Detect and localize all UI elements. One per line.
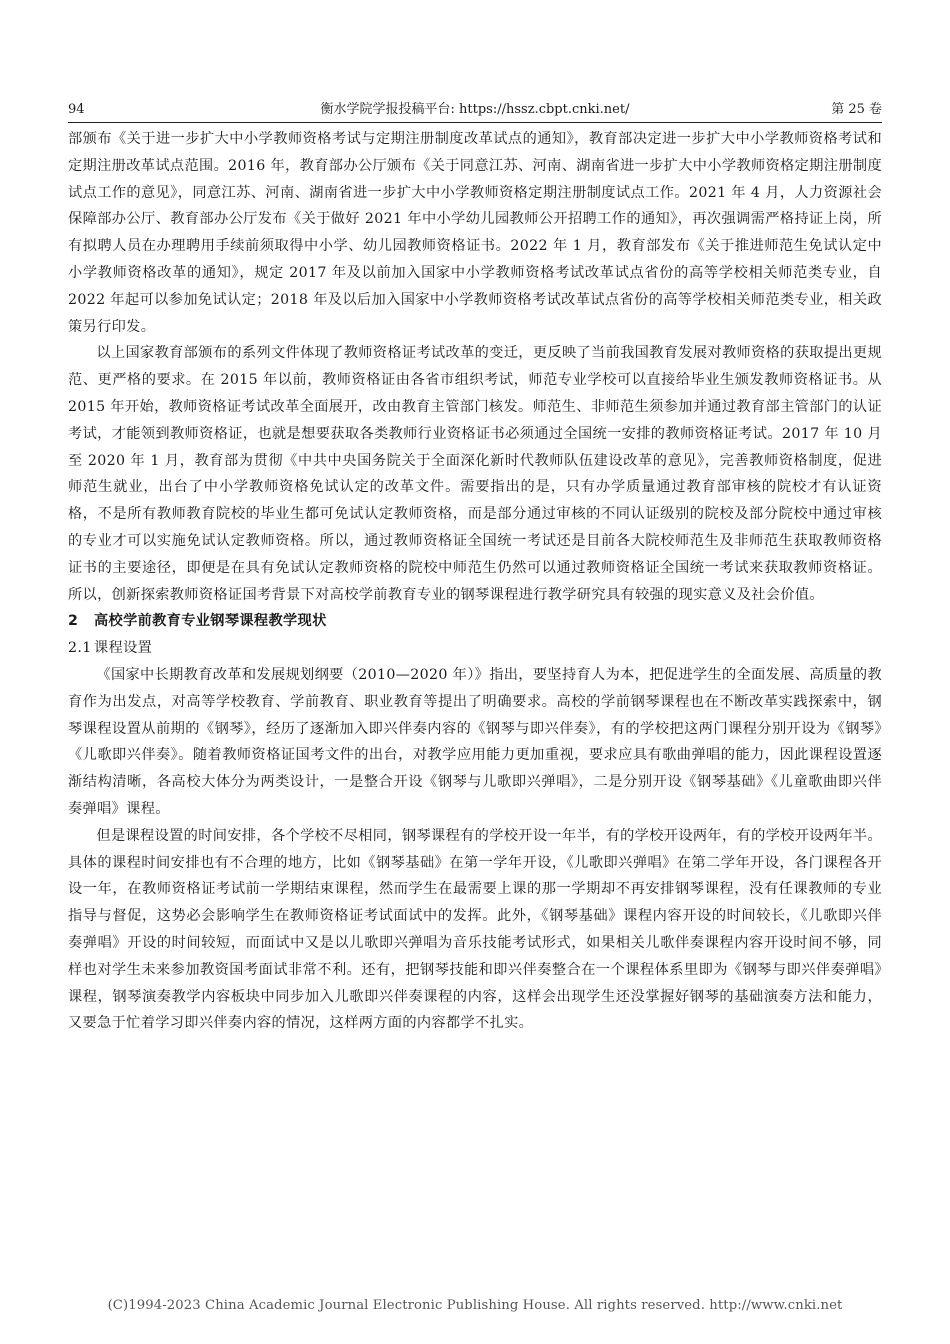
paragraph: 但是课程设置的时间安排，各个学校不尽相同，钢琴课程有的学校开设一年半，有的学校开设两年，有的学校开设两年半。具体的课程时间安排也有不合理的地方，比如《钢琴基础》在第一学年开设，《儿歌即兴弹唱》在第二学年开设，各门课程各开设一年，在教师资格证考试前一学期结束课程，然而学生在最需要上课的那一学期却不再安排钢琴课程，没有任课教师的专业指导与督促，这势必会影响学生在教师资格证考试面试中的发挥。此外，《钢琴基础》课程内容开设的时间较长，《儿歌即兴伴奏弹唱》开设的时间较短，而面试中又是以儿歌即兴弹唱为音乐技能考试形式，如果相关儿歌伴奏课程内容开设时间不够，同样也对学生未来参加教资国考面试非常不利。还有，把钢琴技能和即兴伴奏整合在一个课程体系里即为《钢琴与即兴伴奏弹唱》课程，钢琴演奏教学内容板块中同步加入儿歌即兴伴奏课程的内容，这样会出现学生还没掌握好钢琴的基础演奏方法和能力，又要急于忙着学习即兴伴奏内容的情况，这样两方面的内容都学不扎实。 (68, 827, 882, 1032)
paragraph: 以上国家教育部颁布的系列文件体现了教师资格证考试改革的变迁，更反映了当前我国教育发展对教师资格的获取提出更规范、更严格的要求。在 2015 年以前，教师资格证由各省市组织考试，师范专业学校可以直接给毕业生颁发教师资格证书。从 2015 年开始，教师资格证考试改革全面展开，改由教育主管部门核发。师范生、非师范生须参加并通过教育部主管部门的认证考试，才能领到教师资格证，也就是想要获取各类教师行业资格证书必须通过全国统一安排的教师资格证考试。2017 年 10 月至 2020 年 1 月，教育部为贯彻《中共中央国务院关于全面深化新时代教师队伍建设改革的意见》，完善教师资格制度，促进师范生就业，出台了中小学教师资格免试认定的改革文件。需要指出的是，只有办学质量通过教育部审核的院校才有认证资格，不是所有教师教育院校的毕业生都可免试认定教师资格，而是部分通过审核的不同认证级别的院校及部分院校中通过审核的专业才可以实施免试认定教师资格。所以，通过教师资格证全国统一考试还是目前各大院校师范生及非师范生获取教师资格证书的主要途径，即便是在具有免试认定教师资格的院校中师范生仍然可以通过教师资格证全国统一考试来获取教师资格证。所以，创新探索教师资格证国考背景下对高校学前教育专业的钢琴课程进行教学研究具有较强的现实意义及社会价值。 (68, 345, 882, 603)
paragraph: 《国家中长期教育改革和发展规划纲要（2010—2020 年）》指出，要坚持育人为本，把促进学生的全面发展、高质量的教育作为出发点，对高等学校教育、学前教育、职业教育等提出了明确要求。高校的学前钢琴课程也在不断改革实践探索中，钢琴课程设置从前期的《钢琴》，经历了逐渐加入即兴伴奏内容的《钢琴与即兴伴奏》，有的学校把这两门课程分别开设为《钢琴》《儿歌即兴伴奏》。随着教师资格证国考文件的出台，对教学应用能力更加重视，要求应具有歌曲弹唱的能力，因此课程设置逐渐结构清晰，各高校大体分为两类设计，一是整合开设《钢琴与儿歌即兴弹唱》，二是分别开设《钢琴基础》《儿童歌曲即兴伴奏弹唱》课程。 (68, 666, 882, 817)
section-number: 2 (68, 613, 79, 630)
subsection-heading (68, 635, 882, 662)
section-title: 高校学前教育专业钢琴课程教学现状 (94, 613, 327, 630)
header-rule (68, 122, 882, 123)
running-header (68, 100, 882, 120)
article-body (68, 126, 882, 1037)
page-number: 94 (68, 102, 85, 117)
paragraph: 部颁布《关于进一步扩大中小学教师资格考试与定期注册制度改革试点的通知》，教育部决定进一步扩大中小学教师资格考试和定期注册改革试点范围。2016 年，教育部办公厅颁布《关于同意江苏、河南、湖南省进一步扩大中小学教师资格定期注册制度试点工作的意见》，同意江苏、河南、湖南省进一步扩大中小学教师资格定期注册制度试点工作。2021 年 4 月，人力资源社会保障部办公厅、教育部办公厅发布《关于做好 2021 年中小学幼儿园教师公开招聘工作的通知》，再次强调需严格持证上岗，所有拟聘人员在办理聘用手续前须取得中小学、幼儿园教师资格证书。2022 年 1 月，教育部发布《关于推进师范生免试认定中小学教师资格改革的通知》，规定 2017 年及以前加入国家中小学教师资格考试改革试点省份的高等学校相关师范类专业，自 2022 年起可以参加免试认定；2018 年及以后加入国家中小学教师资格考试改革试点省份的高等学校相关师范类专业，相关政策另行印发。 (68, 131, 882, 335)
section-heading (68, 608, 882, 635)
volume-label: 第 25 卷 (831, 102, 882, 117)
journal-name: 衡水学院学报投稿平台: https://hssz.cbpt.cnki.net/ (320, 102, 630, 117)
subsection-number: 2.1 (68, 640, 92, 657)
subsection-title: 课程设置 (94, 640, 153, 657)
copyright-footer: (C)1994-2023 China Academic Journal Electronic Publishing House. All rights reserved. http://www.cnki.net (107, 1298, 843, 1313)
